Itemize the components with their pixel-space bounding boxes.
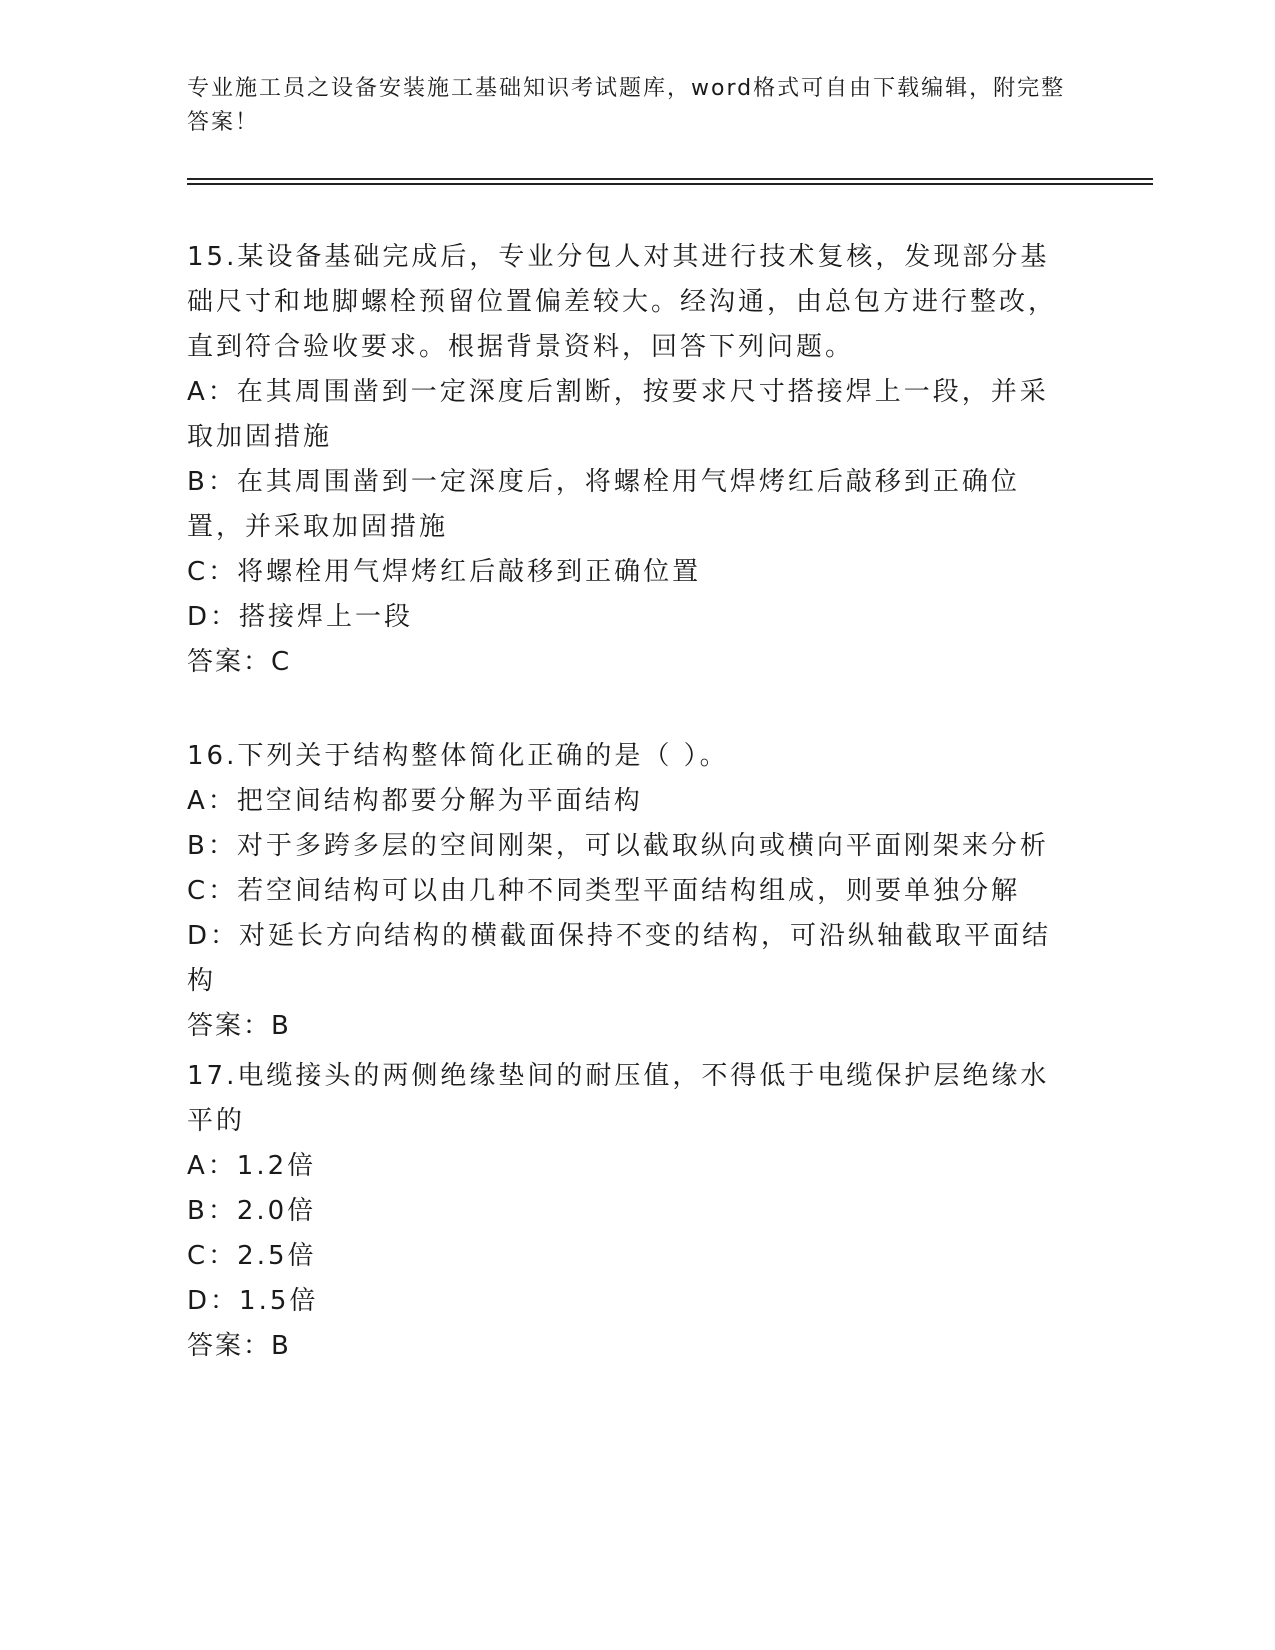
question-stem: 17.电缆接头的两侧绝缘垫间的耐压值，不得低于电缆保护层绝缘水平的: [187, 1061, 1050, 1136]
question-15: [187, 235, 1077, 685]
header-divider-bottom: [187, 183, 1153, 185]
answer: 答案：B: [187, 1011, 291, 1041]
question-stem: 15.某设备基础完成后，专业分包人对其进行技术复核，发现部分基础尺寸和地脚螺栓预留位置偏差较大。经沟通，由总包方进行整改，直到符合验收要求。根据背景资料，回答下列问题。: [187, 242, 1058, 362]
option-a: A：把空间结构都要分解为平面结构: [187, 786, 643, 816]
document-header: 专业施工员之设备安装施工基础知识考试题库，word格式可自由下载编辑，附完整答案！: [187, 76, 1066, 135]
option-b: B：在其周围凿到一定深度后，将螺栓用气焊烤红后敲移到正确位置，并采取加固措施: [187, 467, 1020, 542]
option-d: D：搭接焊上一段: [187, 602, 414, 632]
option-d: D：对延长方向结构的横截面保持不变的结构，可沿纵轴截取平面结构: [187, 921, 1052, 996]
option-b: B：对于多跨多层的空间刚架，可以截取纵向或横向平面刚架来分析: [187, 831, 1049, 861]
option-a: A：在其周围凿到一定深度后割断，按要求尺寸搭接焊上一段，并采取加固措施: [187, 377, 1049, 452]
option-d: D：1.5倍: [187, 1286, 319, 1316]
option-b: B：2.0倍: [187, 1196, 317, 1226]
option-c: C：将螺栓用气焊烤红后敲移到正确位置: [187, 557, 702, 587]
answer: 答案：C: [187, 647, 292, 677]
option-c: C：若空间结构可以由几种不同类型平面结构组成，则要单独分解: [187, 876, 1021, 906]
question-stem: 16.下列关于结构整体简化正确的是（ ）。: [187, 741, 729, 771]
question-17: [187, 1054, 1077, 1369]
option-a: A：1.2倍: [187, 1151, 317, 1181]
option-c: C：2.5倍: [187, 1241, 317, 1271]
answer: 答案：B: [187, 1331, 291, 1361]
header-divider-top: [187, 178, 1153, 180]
question-16: [187, 734, 1077, 1049]
